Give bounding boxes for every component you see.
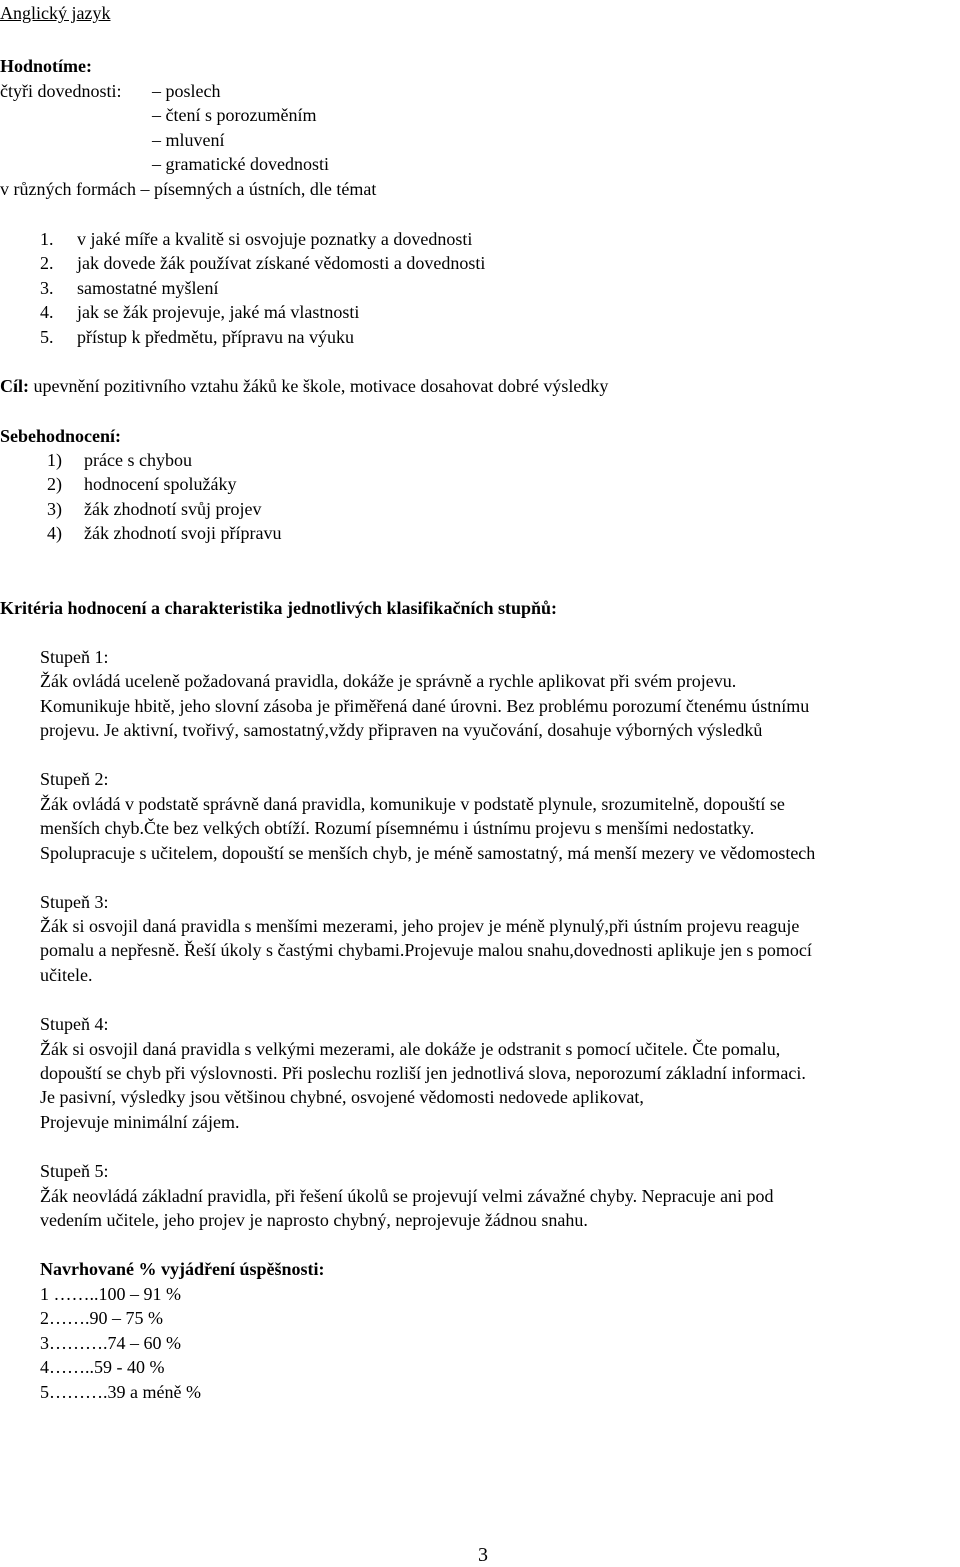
criterion-number: 2. <box>40 253 54 273</box>
grade-text-line: dopouští se chyb při výslovnosti. Při poslechu rozliší jen jednotlivá slova, neporozumí základní informaci. <box>40 1063 806 1083</box>
page-number: 3 <box>478 1544 488 1566</box>
self-eval-text: práce s chybou <box>84 450 192 470</box>
percent-heading: Navrhované % vyjádření úspěšnosti: <box>40 1259 325 1279</box>
grade-label: Stupeň 1: <box>40 647 109 667</box>
grade-text-line: projevu. Je aktivní, tvořivý, samostatný,vždy připraven na vyučování, dosahuje výborných výsledků <box>40 720 763 740</box>
criterion-number: 4. <box>40 302 54 322</box>
skill-item: – poslech <box>152 81 221 101</box>
skill-item: – mluvení <box>152 130 225 150</box>
self-eval-number: 4) <box>47 523 62 543</box>
criterion-text: v jaké míře a kvalitě si osvojuje poznatky a dovednosti <box>77 229 473 249</box>
criterion-number: 3. <box>40 278 54 298</box>
grade-text-line: Spolupracuje s učitelem, dopouští se menších chyb, je méně samostatný, má menší mezery ve vědomostech <box>40 843 816 863</box>
grade-text-line: vedením učitele, jeho projev je naprosto chybný, neprojevuje žádnou snahu. <box>40 1210 588 1230</box>
self-eval-text: žák zhodnotí svoji přípravu <box>84 523 282 543</box>
grade-text-line: učitele. <box>40 965 93 985</box>
self-eval-text: žák zhodnotí svůj projev <box>84 499 262 519</box>
skills-intro: čtyři dovednosti: <box>0 81 122 101</box>
skill-item: – gramatické dovednosti <box>152 154 329 174</box>
percent-row: 5……….39 a méně % <box>40 1382 201 1402</box>
criterion-text: jak dovede žák používat získané vědomosti a dovednosti <box>77 253 486 273</box>
grade-text-line: Žák ovládá v podstatě správně daná pravidla, komunikuje v podstatě plynule, srozumitelně, dopouští se <box>40 794 785 814</box>
self-evaluation-heading: Sebehodnocení: <box>0 426 122 446</box>
grade-text-line: Je pasivní, výsledky jsou většinou chybné, osvojené vědomosti nedovede aplikovat, <box>40 1087 644 1107</box>
grade-text-line: Projevuje minimální zájem. <box>40 1112 240 1132</box>
grade-label: Stupeň 4: <box>40 1014 109 1034</box>
percent-row: 3……….74 – 60 % <box>40 1333 181 1353</box>
grade-text-line: Žák ovládá uceleně požadovaná pravidla, dokáže je správně a rychle aplikovat při svém projevu. <box>40 671 737 691</box>
document-title: Anglický jazyk <box>0 3 111 23</box>
grade-text-line: Žák si osvojil daná pravidla s velkými mezerami, ale dokáže je odstranit s pomocí učitele. Čte pomalu, <box>40 1039 781 1059</box>
forms-text: v různých formách – písemných a ústních, dle témat <box>0 179 377 199</box>
grade-text-line: pomalu a nepřesně. Řeší úkoly s častými chybami.Projevuje malou snahu,dovednosti aplikuje jen s pomocí <box>40 940 812 960</box>
grade-text-line: Žák si osvojil daná pravidla s menšími mezerami, jeho projev je méně plynulý,při ústním projevu reaguje <box>40 916 800 936</box>
percent-row: 4……..59 - 40 % <box>40 1357 165 1377</box>
self-eval-number: 2) <box>47 474 62 494</box>
criterion-text: jak se žák projevuje, jaké má vlastnosti <box>77 302 360 322</box>
self-eval-number: 1) <box>47 450 62 470</box>
grade-text-line: menších chyb.Čte bez velkých obtíží. Rozumí písemnému i ústnímu projevu s menšími nedostatky. <box>40 818 755 838</box>
skill-item: – čtení s porozuměním <box>152 105 317 125</box>
goal-line <box>0 375 608 397</box>
criterion-text: přístup k předmětu, přípravu na výuku <box>77 327 354 347</box>
percent-row: 1 ……..100 – 91 % <box>40 1284 181 1304</box>
grade-text-line: Žák neovládá základní pravidla, při řešení úkolů se projevují velmi závažné chyby. Nepracuje ani pod <box>40 1186 774 1206</box>
criterion-number: 5. <box>40 327 54 347</box>
percent-row: 2…….90 – 75 % <box>40 1308 163 1328</box>
criterion-text: samostatné myšlení <box>77 278 219 298</box>
grade-label: Stupeň 5: <box>40 1161 109 1181</box>
grade-text-line: Komunikuje hbitě, jeho slovní zásoba je přiměřená dané úrovni. Bez problému porozumí čtenému ústnímu <box>40 696 810 716</box>
grade-label: Stupeň 3: <box>40 892 109 912</box>
classification-heading: Kritéria hodnocení a charakteristika jednotlivých klasifikačních stupňů: <box>0 598 558 618</box>
criterion-number: 1. <box>40 229 54 249</box>
self-eval-number: 3) <box>47 499 62 519</box>
grade-label: Stupeň 2: <box>40 769 109 789</box>
goal-text: upevnění pozitivního vztahu žáků ke škole, motivace dosahovat dobré výsledky <box>33 376 609 396</box>
evaluation-heading: Hodnotíme: <box>0 56 92 76</box>
goal-label: Cíl: <box>0 376 29 396</box>
self-eval-text: hodnocení spolužáky <box>84 474 237 494</box>
